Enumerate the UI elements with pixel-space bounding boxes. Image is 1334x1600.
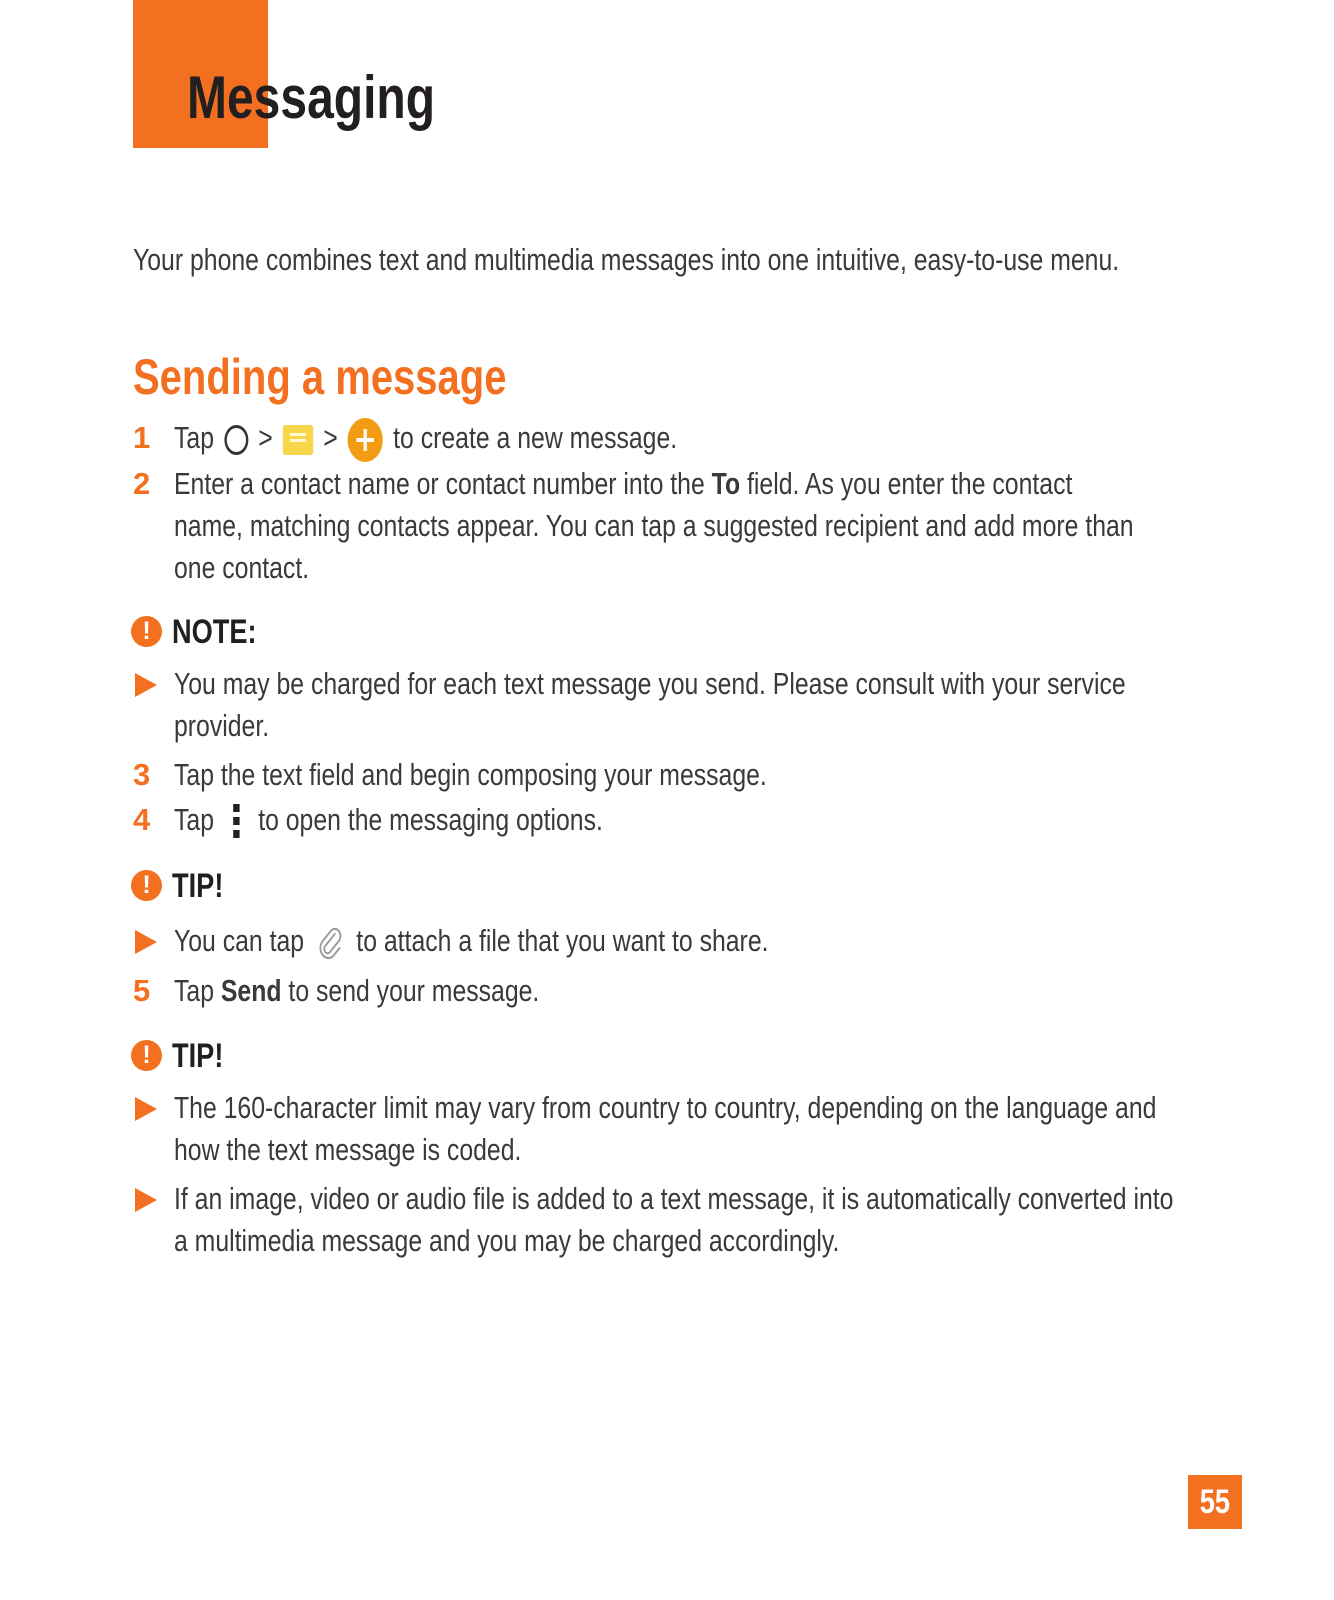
menu-dots-icon xyxy=(230,804,241,840)
arrow-bullet-icon xyxy=(135,673,157,697)
step-number: 3 xyxy=(133,757,151,792)
alert-icon: ! xyxy=(131,616,162,647)
step-number: 5 xyxy=(133,973,151,1008)
home-circle-icon xyxy=(224,425,248,455)
chapter-title: Messaging xyxy=(187,64,436,131)
step-number: 4 xyxy=(133,802,151,837)
arrow-bullet-icon xyxy=(135,1188,157,1212)
step-number: 2 xyxy=(133,466,151,501)
step-number: 1 xyxy=(133,420,151,455)
new-message-plus-icon xyxy=(348,418,383,462)
section-title: Sending a message xyxy=(133,349,507,405)
messaging-app-icon xyxy=(283,425,313,455)
intro-paragraph: Your phone combines text and multimedia messages into one intuitive, easy-to-use menu. xyxy=(133,242,1120,277)
alert-icon: ! xyxy=(131,870,162,901)
alert-icon: ! xyxy=(131,1040,162,1071)
paperclip-icon xyxy=(316,925,345,961)
page-number: 55 xyxy=(1188,1475,1242,1529)
arrow-bullet-icon xyxy=(135,930,157,954)
arrow-bullet-icon xyxy=(135,1097,157,1121)
